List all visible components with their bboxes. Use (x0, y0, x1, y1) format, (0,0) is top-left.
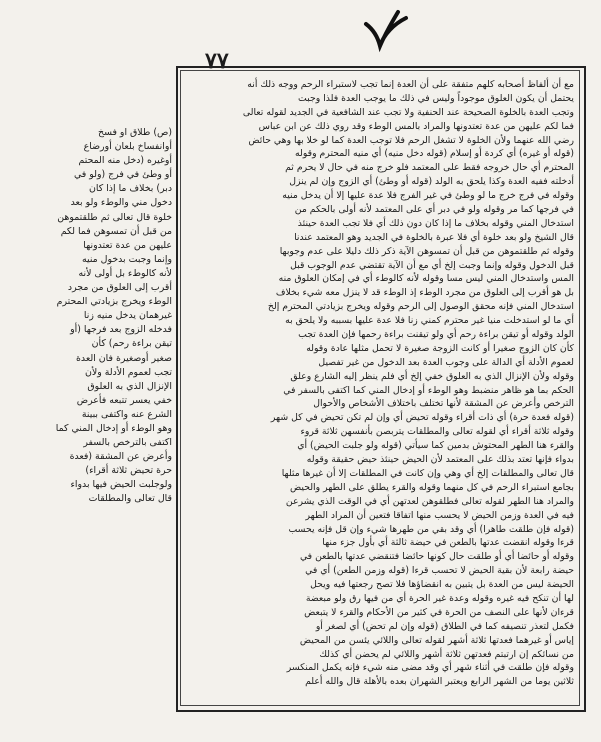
margin-note-line: من قبل أن تمسوهن فما لكم (60, 225, 172, 237)
main-text-line: قرءا وقوله انقضت عدتها بالطعن في حيضة ثالثة أي بأول جزء منها (322, 537, 574, 549)
main-text-line: وقوله ثم طلقتموهن من قبل أن تمسوهن الآية ذكر ذلك دليلا على عدم وجوبها (279, 245, 574, 257)
margin-note-line: أوانفساخ بلعان أورضاع (83, 141, 172, 153)
margin-note-line: لأنه كالوطء بل أولى لأنه (78, 267, 172, 279)
main-text-line: وتجب العدة بالخلوة الصحيحة عند الحنفية ولا تجب عند الشافعية في الجديد لقوله تعالى (242, 106, 574, 118)
margin-note-line: تجب لعموم الأدلة ولأن (84, 366, 172, 378)
main-text-line: الحكم بما هو ظاهر منضبط وهو الوطء أو إدخال المني كما اكتفى بالسفر في (283, 384, 574, 396)
margin-note-line: فدخله الزوج بعد فرجها (أو (70, 324, 172, 336)
main-text-line: المس واستدخال المني ليس مسا وقوله لأنه كالوطء أي في إمكان العلوق منه (278, 273, 574, 285)
main-text-block (186, 78, 574, 702)
margin-note-line: دخول مني والوطء ولو بعد (70, 197, 172, 209)
main-text-line: قال تعالى والمطلقات إلخ أي وهي وإن كانت في المطلقات إلا أن غيرها مثلها (281, 467, 574, 479)
margin-note-line: دبر) بخلاف ما إذا كان (89, 183, 172, 195)
main-text-line: من نسائكم إن ارتبتم فعدتهن ثلاثة أشهر واللائي لم يحضن أي كذلك (319, 648, 574, 660)
main-text-line: أي ما لو استدخلت منيا غير محترم كمني زنا فلا عدة عليها بسببه ولا يلحق به (285, 315, 574, 327)
main-text-line: أدخلته ففيه العدة وكذا يلحق به الولد (قوله أو وطئ) أي الزوج وإن لم ينزل (289, 176, 574, 188)
main-text-line: فيه في العدة وزمن الحيض لا يحسب منها اتفاقا فتعين أن المراد الطهر (305, 509, 574, 521)
main-text-line: حيضة رابعة لأن بقية الحيض لا تحسب قرءا (قوله وزمن الطعن) أي في (305, 565, 574, 577)
main-text-line: مع أن ألفاظ أصحابه كلهم متفقة على أن العدة إنما تجب لاستبراء الرحم ووجه ذلك أنه (247, 79, 574, 90)
main-text-line: الحيضة ليس من العدة بل يتبين به انقضاؤها فلا تصح رجعتها فيه ويحل (310, 579, 574, 591)
margin-note-line: ولوجلبت الحيض فيها بدواء (70, 479, 172, 491)
main-text-line: لها أن تنكح فيه غيره وقوله وعدة غير الحرة أي من فيها رق ولو مبعضة (305, 592, 574, 604)
page-ornament-mark (350, 8, 410, 50)
main-text-line: المحترم أي حال خروجه فقط على المعتمد فلو خرج منه في حال لا يحرم ثم (285, 162, 574, 174)
margin-note-line: أوغيره (دخل منه المحتم (78, 155, 172, 167)
main-text-line: إياس أو غيرهما فعدتها ثلاثة أشهر لقوله تعالى واللائي يئسن من المحيض (299, 634, 574, 646)
main-text-line: استدخال المني فإنه محقق الوصول إلى الرحم وقوله ويخرج بزيادتي المحترم إلخ (267, 301, 574, 313)
main-text-line: الولد وقوله أو تيقن براءة رحم أي ولو تيقنت براءة رحمها فإن العدة تجب (298, 329, 574, 341)
main-text-line: وقوله أو حائضا أي أو طلقت حال كونها حائضا فتنقضي عدتها بالطعن في (299, 551, 574, 563)
main-text-line: بل هو أقرب إلى العلوق من مجرد الوطء إذ الوطء قد لا ينزل معه شيء بخلاف (275, 287, 574, 299)
margin-note-line: (ص) طلاق او فسخ (98, 127, 172, 138)
main-text-line: بجامع استبراء الرحم في كل منهما وقوله والقرء يطلق على الطهر والحيض (290, 481, 574, 493)
main-text-line: وقوله في فرج خرج ما لو وطئ في غير الفرج فلا عدة عليها إلا أن يدخل منيه (282, 190, 574, 202)
margin-note-line: غيرهمان يدخل منيه زنا (83, 310, 172, 322)
main-text-line: استدخال المني وقوله بخلاف ما إذا كان دون ذلك أي فلا تجب العدة حينئذ (297, 217, 574, 229)
margin-note-line: خلوة قال تعالى ثم طلقتموهن (57, 211, 172, 223)
margin-note-line: وهو الوطء أو إدخال المني كما (55, 422, 172, 434)
main-text-line: (قوله فإن طلقت طاهرا) أي وقد بقي من طهرها شيء وإن قل فإنه يحسب (288, 523, 574, 535)
margin-note-line: حرة تحيض ثلاثة أقراء) (85, 465, 172, 477)
main-text-line: يحتمل أن يكون العلوق موجوداً وليس في ذلك ما يوجب العدة فلذا وجبت (298, 92, 574, 104)
margin-note-line: اكتفى بالترخص بالسفر (83, 437, 172, 449)
main-text-line: فما لكم عليهن من عدة تعتدونها والمراد بالمس الوطء وقد روي ذلك عن ابن عباس (258, 120, 574, 132)
main-text-line: كأن كان الزوج صغيرا أو كانت الزوجة صغيرة لا تحمل مثلها عادة وقوله (306, 342, 574, 354)
margin-note-line: وإنما وجبت بدخول منيه (81, 253, 172, 265)
margin-note-line: تيقن براءة رحم) كأن (91, 338, 172, 350)
margin-note-line: وأعرض عن المشقة (فعدة (69, 451, 172, 463)
main-text-line: ثلاثين يوما من الشهر الرابع ويعتبر الشهران بعده بالأهلة قال والله أعلم (305, 676, 574, 688)
main-text-line: والقرء هنا الطهر المحتوش بدمين كما سيأتي (قوله ولو جلبت الحيض) أي (297, 440, 574, 452)
main-text-line: (قوله فعدة حرة) أي ذات أقراء وقوله تحيض أي وإن لم تكن تحيض في كل شهر (270, 412, 574, 424)
main-text-line: والمراد هنا الطهر لقوله تعالى فطلقوهن لعدتهن أي في الوقت الذي يشرعن (285, 495, 574, 507)
margin-note-line: أو وطئ في فرج (ولو في (73, 169, 172, 181)
main-text-line: وقوله فإن طلقت في أثناء شهر أي وقد مضى منه شيء فإنه يكمل المنكسر (286, 662, 574, 674)
margin-note-line: خفي يعسر تتبعه فأعرض (76, 394, 172, 406)
margin-note-line: صغير أوصغيرة فان العدة (76, 352, 172, 364)
margin-note-line: أقرب إلى العلوق من مجرد (67, 282, 172, 294)
margin-note-line: عليهن من عدة تعتدونها (83, 239, 172, 251)
main-text-line: وقوله ثلاثة أقراء أي لقوله تعالى والمطلقات يتربصن بأنفسهن ثلاثة قروء (300, 426, 574, 438)
main-text-line: وقوله ولأن الإنزال الذي به العلوق خفي إلخ أي فلم ينظر إليه الشارع وعلق (290, 370, 574, 382)
main-text-line: الترخص وأعرض عن المشقة لأنها تختلف باختلاف الأشخاص والأحوال (313, 398, 574, 410)
page-number: ٧٧ (205, 48, 229, 74)
main-text-line: في فرجها كما مر وقوله ولو في دبر أي على المعتمد لأنه أولى بالحكم من (294, 204, 574, 216)
main-text-line: قبل الدخول وقوله وإنما وجبت إلخ أي مع أن الآية تقتضي عدم الوجوب قبل (290, 259, 574, 271)
main-text-line: لعموم الأدلة أي الدالة على وجوب العدة بعد الدخول من غير تفصيل (318, 356, 574, 368)
margin-commentary (6, 126, 172, 505)
main-text-line: رضي الله عنهما ولأن الخلوة لا تشغل الرحم فلا توجب العدة كما لو خلا بها وهي حائض (248, 134, 574, 146)
main-text-line: قرءان لأنها على النصف من الحرة في كثير من الأحكام والقرء لا يتبعض (304, 606, 574, 618)
margin-note-line: الإنزال الذي به العلوق (87, 380, 172, 392)
main-text-line: قال الشيخ ولو بعد خلوة أي فلا عبرة بالخلوة في الجديد وهو المعتمد عندنا (294, 231, 574, 243)
margin-note-line: الشرع عنه واكتفى ببينة (81, 408, 172, 420)
main-text-line: (قوله أو غيره) أي كردة أو إسلام (قوله دخل منيه) أي منيه المحترم وقوله (295, 148, 574, 160)
margin-note-line: الوطء ويخرج بزيادتي المحترم (56, 296, 172, 308)
main-text-line: فكمل لتعذر تنصيفه كما في الطلاق (قوله وإن لم تحض) أي لصغر أو (315, 620, 574, 632)
margin-note-line: قال تعالى والمطلقات (88, 493, 172, 505)
main-text-line: بدواء فإنها تعتد بذلك على المعتمد لأن الحيض حينئذ حيض حقيقة وقوله (306, 454, 574, 466)
